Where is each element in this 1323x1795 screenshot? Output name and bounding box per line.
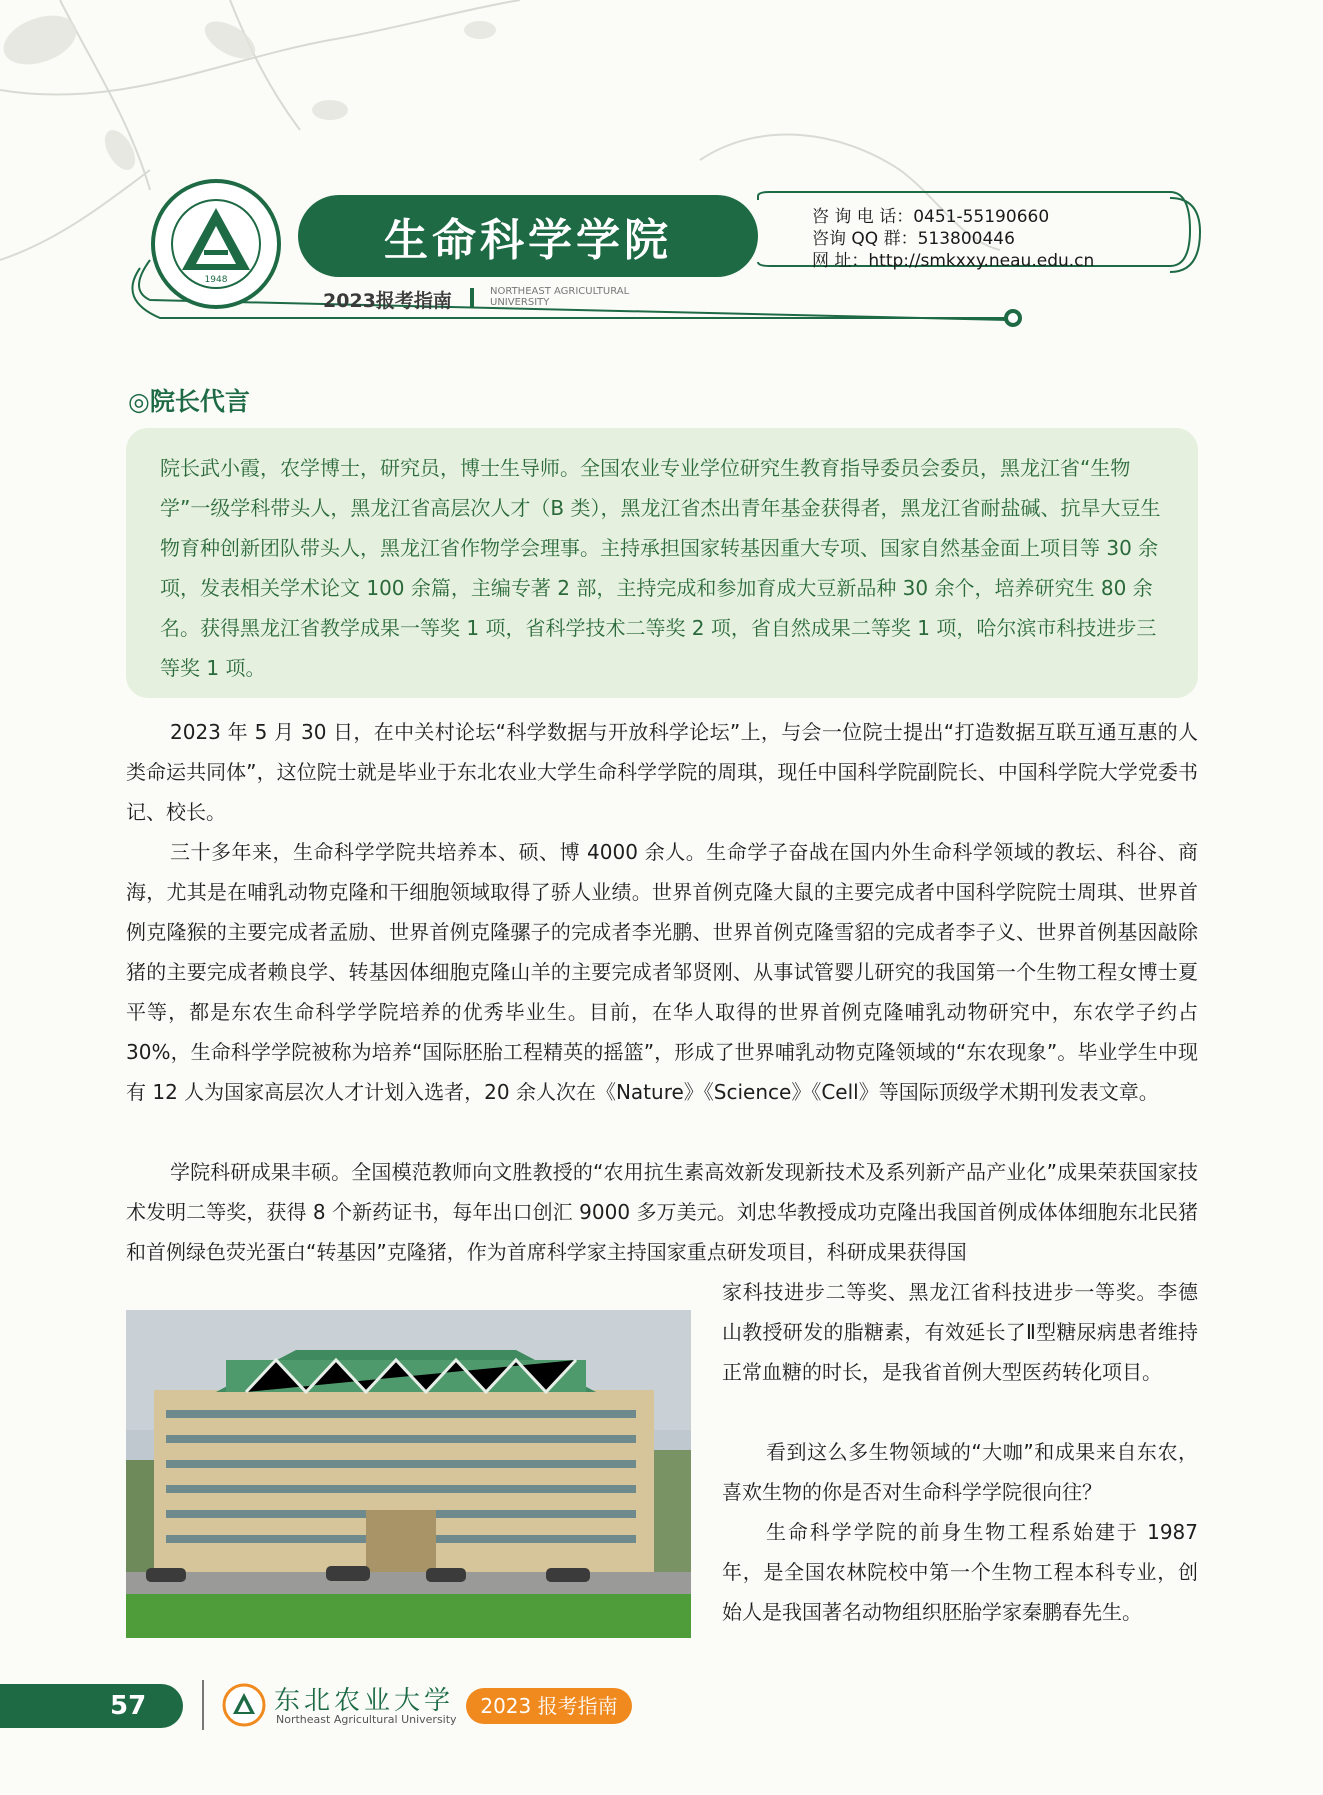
contact-phone: 咨 询 电 话：0451-55190660 xyxy=(812,207,1050,227)
contact-qq-group: 咨询 QQ 群：513800446 xyxy=(812,229,1015,249)
footer-university-name-en: Northeast Agricultural University xyxy=(276,1713,457,1726)
college-building-photo xyxy=(126,1310,691,1638)
body-paragraph-4: 看到这么多生物领域的“大咖”和成果来自东农，喜欢生物的你是否对生命科学学院很向往？ xyxy=(722,1440,1198,1504)
body-paragraph-3-continued: 家科技进步二等奖、黑龙江省科技进步一等奖。李德山教授研发的脂糖素，有效延长了Ⅱ型糖尿病患者维持正常血糖的时长，是我省首例大型医药转化项目。 xyxy=(722,1280,1198,1384)
emblem-year: 1948 xyxy=(204,275,228,285)
footer-guide-badge: 2023 报考指南 xyxy=(466,1688,632,1724)
univ-en-line1: NORTHEAST AGRICULTURAL xyxy=(490,286,630,297)
guide-divider xyxy=(470,288,474,308)
university-emblem-icon xyxy=(150,178,282,310)
contact-website: 网 址：http://smkxxy.neau.edu.cn xyxy=(812,251,1095,271)
page-number: 57 xyxy=(110,1691,147,1721)
guide-label: 2023报考指南 xyxy=(323,290,452,312)
body-paragraph-2: 三十多年来，生命科学学院共培养本、硕、博 4000 余人。生命学子奋战在国内外生命科学领域的教坛、科谷、商海，尤其是在哺乳动物克隆和干细胞领域取得了骄人业绩。世界首例克隆大鼠的主要完成者中国科学院院士周琪、世界首例克隆猴的主要完成者孟励、世界首例克隆骡子的完成者李光鹏、世界首例克隆雪貂的完成者李子义、世界首例基因敲除猪的主要完成者赖良学、转基因体细胞克隆山羊的主要完成者邹贤刚、从事试管婴儿研究的我国第一个生物工程女博士夏平等，都是东农生命科学学院培养的优秀毕业生。目前，在华人取得的世界首例克隆哺乳动物研究中，东农学子约占 30%，生命科学学院被称为培养“国际胚胎工程精英的摇篮”，形成了世界哺乳动物克隆领域的“东农现象”。毕业学生中现有 12 人为国家高层次人才计划入选者，20 余人次在《Nature》《Science》《Cell》等国际顶级学术期刊发表文章。 xyxy=(126,840,1198,1104)
footer-university-name: 东北农业大学 xyxy=(274,1686,455,1716)
dean-intro-text: 院长武小霞，农学博士，研究员，博士生导师。全国农业专业学位研究生教育指导委员会委员，黑龙江省“生物学”一级学科带头人，黑龙江省高层次人才（B 类），黑龙江省杰出青年基金获得者，黑龙江省耐盐碱、抗旱大豆生物育种创新团队带头人，黑龙江省作物学会理事。主持承担国家转基因重大专项、国家自然基金面上项目等 30 余项，发表相关学术论文 100 余篇，主编专著 2 部，主持完成和参加育成大豆新品种 30 余个，培养研究生 80 余名。获得黑龙江省教学成果一等奖 1 项，省科学技术二等奖 2 项，省自然成果二等奖 1 项，哈尔滨市科技进步三等奖 1 项。 xyxy=(160,456,1161,680)
university-english-name xyxy=(490,286,670,308)
footer-divider xyxy=(202,1680,204,1730)
section-heading: ◎院长代言 xyxy=(128,387,250,416)
footer-university-emblem-icon xyxy=(222,1683,266,1727)
univ-en-line2: UNIVERSITY xyxy=(490,297,550,308)
page-number-bar xyxy=(0,1684,183,1728)
body-paragraph-3: 学院科研成果丰硕。全国模范教师向文胜教授的“农用抗生素高效新发现新技术及系列新产品产业化”成果荣获国家技术发明二等奖，获得 8 个新药证书，每年出口创汇 9000 多万美元。刘忠华教授成功克隆出我国首例成体体细胞东北民猪和首例绿色荧光蛋白“转基因”克隆猪，作为首席科学家主持国家重点研发项目，科研成果获得国 xyxy=(126,1160,1198,1264)
body-paragraph-5: 生命科学学院的前身生物工程系始建于 1987 年，是全国农林院校中第一个生物工程本科专业，创始人是我国著名动物组织胚胎学家秦鹏春先生。 xyxy=(722,1520,1198,1624)
body-paragraph-1: 2023 年 5 月 30 日，在中关村论坛“科学数据与开放科学论坛”上，与会一位院士提出“打造数据互联互通互惠的人类命运共同体”，这位院士就是毕业于东北农业大学生命科学学院的周琪，现任中国科学院副院长、中国科学院大学党委书记、校长。 xyxy=(126,720,1198,824)
college-title: 生命科学学院 xyxy=(298,195,758,277)
